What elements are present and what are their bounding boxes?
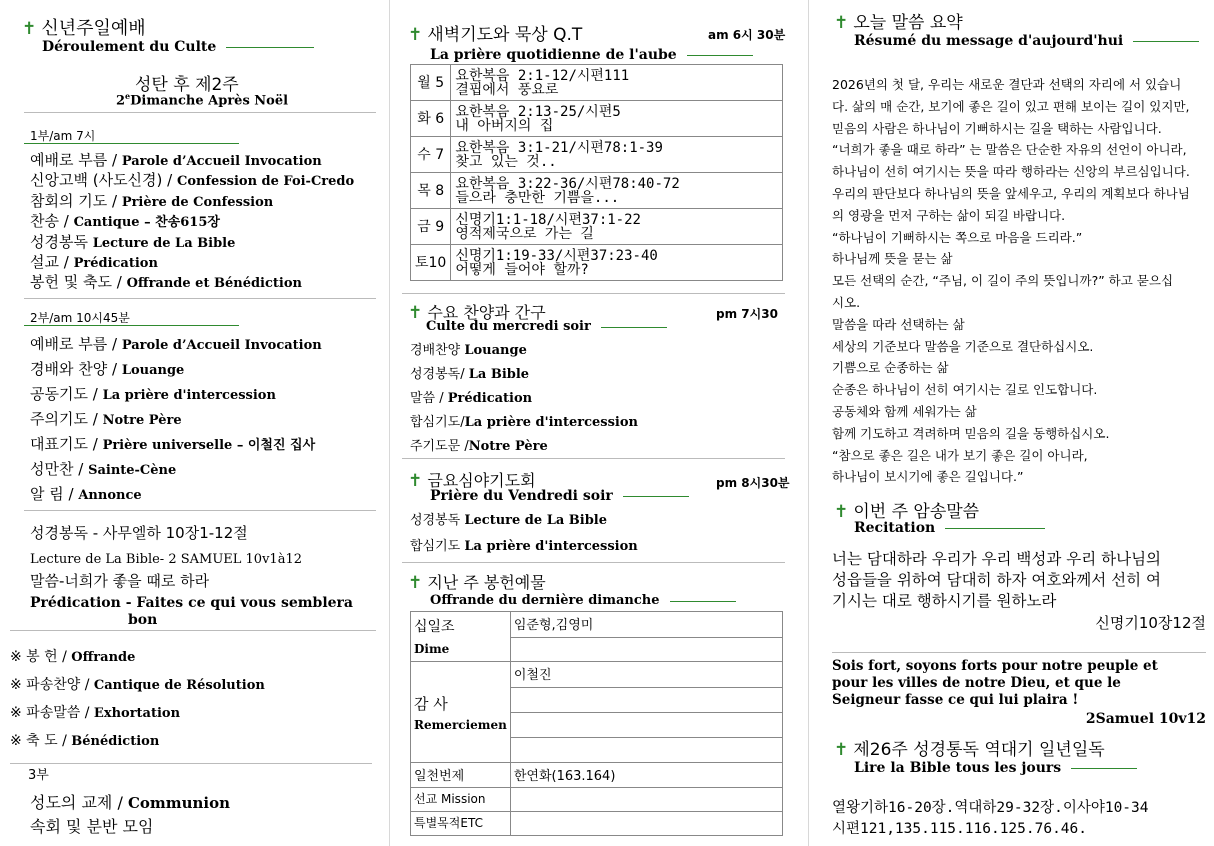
summary-line: 하나님께 뜻을 묻는 삶 — [832, 251, 953, 267]
item-label-ko: ※ 파송찬양 / — [10, 677, 94, 693]
list-item — [30, 408, 182, 429]
table-cell — [510, 688, 782, 713]
title-underline — [226, 46, 314, 48]
qt-day: 월 5 — [411, 65, 451, 101]
qt-reading — [451, 173, 783, 209]
list-item — [10, 646, 135, 666]
scripture-reading-fr: Lecture de La Bible- 2 SAMUEL 10v1à12 — [30, 552, 302, 567]
item-label-fr: La Bible — [468, 367, 530, 382]
item-label-fr: Sainte-Cène — [88, 463, 177, 478]
list-item — [410, 535, 638, 554]
recitation-line: 너는 담대하라 우리가 우리 백성과 우리 하나님의 — [832, 550, 1162, 568]
tithe-label: 십일조 Dime — [411, 612, 511, 662]
recitation-line: 기시는 대로 행하시기를 원하노라 — [832, 592, 1057, 610]
item-label-ko: ※ 축 도 / — [10, 733, 72, 749]
list-item — [30, 210, 220, 231]
service-subtitle: Déroulement du Culte — [42, 39, 314, 55]
summary-line: 우리의 판단보다 하나님의 뜻을 앞세우고, 우리의 계획보다 하나님 — [832, 185, 1190, 201]
summary-title: ✝ 오늘 말씀 요약 — [834, 13, 963, 33]
friday-time: pm 8시30분 — [716, 476, 790, 490]
item-label-fr: Offrande et Bénédiction — [126, 276, 302, 292]
divider — [402, 458, 785, 459]
list-item — [30, 433, 315, 454]
qt-passage: 요한복음 2:1-12/시편111 — [455, 67, 630, 84]
cross-icon: ✝ — [834, 502, 849, 522]
qt-theme: 들으라 충만한 기쁨을... — [455, 189, 620, 206]
item-label-ko: 경배와 찬양 / — [30, 360, 122, 378]
title-underline — [687, 54, 753, 56]
item-label-ko: 성만찬 / — [30, 460, 89, 478]
summary-line: 다. 삶의 매 순간, 보기에 좋은 길이 있고 편해 보이는 길이 있지만, — [832, 98, 1190, 114]
qt-day: 화 6 — [411, 101, 451, 137]
qt-passage: 신명기1:1-18/시편37:1-22 — [455, 211, 641, 228]
item-label-fr: Louange — [464, 343, 527, 358]
list-item — [30, 358, 184, 379]
table-cell — [510, 638, 782, 662]
title-underline — [601, 326, 667, 328]
summary-line: 공동체와 함께 세워가는 삶 — [832, 403, 977, 419]
special-label: 특별목적ETC — [411, 812, 511, 836]
summary-line: 순종은 하나님이 선히 여기시는 길로 인도합니다. — [832, 382, 1098, 398]
item-label-ko: 말씀 / — [410, 391, 448, 406]
title-underline — [1133, 40, 1199, 42]
item-label-fr: Cantique – 찬송615장 — [73, 215, 220, 231]
divider — [832, 652, 1206, 653]
item-label-ko: ※ 봉 헌 / — [10, 649, 72, 665]
qt-passage: 요한복음 2:13-25/시편5 — [455, 103, 621, 120]
qt-passage: 신명기1:19-33/시편37:23-40 — [455, 247, 658, 264]
item-label-fr: Exhortation — [93, 706, 181, 721]
item-label-fr: Parole d’Accueil Invocation — [121, 154, 322, 169]
cross-icon: ✝ — [408, 471, 423, 491]
item-label-ko: 예배로 부름 / — [30, 335, 122, 353]
divider — [402, 562, 785, 563]
item-label-ko: 성경봉독 — [410, 513, 465, 528]
cross-icon: ✝ — [408, 303, 423, 323]
list-item — [10, 730, 159, 750]
divider — [24, 510, 376, 511]
sunday-title: 성탄 후 제2주 — [135, 75, 239, 95]
recitation-title: ✝ 이번 주 암송말씀 — [834, 502, 980, 522]
recitation-french — [832, 658, 1206, 709]
item-label-fr: Lecture de La Bible — [464, 513, 608, 528]
summary-line: 믿음의 사람은 하나님이 기뻐하시는 길을 택하는 사람입니다. — [832, 120, 1162, 136]
table-cell — [510, 713, 782, 738]
divider — [10, 763, 372, 764]
qt-reading — [451, 209, 783, 245]
item-label-fr: Prédication — [73, 256, 158, 271]
offering-table — [410, 611, 783, 836]
item-label-fr: Prière de Confession — [121, 194, 274, 210]
list-item — [30, 271, 302, 292]
list-item — [410, 363, 529, 382]
table-row — [411, 101, 783, 137]
sermon-title: 말씀-너희가 좋을 때로 하라 — [30, 572, 210, 590]
table-row — [411, 173, 783, 209]
item-label-ko: 찬송 / — [30, 212, 74, 231]
service2-header: 2부/am 10시45분 — [30, 311, 130, 325]
bible-reading-line2: 시편121,135.115.116.125.76.46. — [832, 821, 1087, 837]
qt-reading — [451, 101, 783, 137]
list-item — [30, 333, 322, 354]
summary-subtitle: Résumé du message d'aujourd'hui — [854, 33, 1199, 49]
item-label-ko: 경배찬양 — [410, 343, 465, 358]
summary-line: 말씀을 따라 선택하는 삶 — [832, 316, 965, 332]
sermon-title-fr-cont: bon — [128, 612, 158, 628]
list-item — [30, 190, 273, 211]
item-label-ko: 참회의 기도 / — [30, 191, 122, 210]
wednesday-time: pm 7시30 — [716, 307, 778, 321]
item-label-fr: Cantique de Résolution — [93, 678, 265, 693]
item-label-ko: 설교 / — [30, 253, 74, 271]
list-item — [10, 674, 265, 694]
item-label-ko: ※ 파송말씀 / — [10, 705, 94, 721]
item-label-ko: 공동기도 / — [30, 385, 103, 403]
qt-theme: 어떻게 들어야 할까? — [455, 261, 589, 278]
recitation-line: 성읍들을 위하여 담대히 하자 여호와께서 선히 여 — [832, 571, 1162, 589]
list-item — [30, 251, 158, 272]
ilcheon-label: 일천번제 — [411, 763, 511, 788]
list-item — [30, 149, 322, 170]
qt-subtitle: La prière quotidienne de l'aube — [430, 47, 753, 63]
table-row — [411, 137, 783, 173]
summary-line: “참으로 좋은 길은 내가 보기 좋은 길이 아니라, — [832, 447, 1088, 463]
weekly-schedule-column — [390, 0, 808, 846]
list-item — [410, 339, 527, 358]
divider — [24, 112, 376, 113]
table-cell — [510, 788, 782, 812]
title-underline — [1071, 767, 1137, 769]
qt-title: ✝ 새벽기도와 묵상 Q.T — [408, 25, 583, 45]
recitation-line-fr: Seigneur fasse ce qui lui plaira ! — [832, 692, 1079, 708]
summary-line: “하나님이 기뻐하시는 쪽으로 마음을 드리라.” — [832, 229, 1083, 245]
item-label-ko: 봉헌 및 축도 / — [30, 273, 127, 292]
item-label-ko: 신앙고백 (사도신경) / — [30, 171, 177, 190]
mission-label: 선교 Mission — [411, 788, 511, 812]
title-underline — [945, 527, 1045, 529]
table-row — [411, 245, 783, 281]
table-row — [411, 209, 783, 245]
list-item — [410, 411, 638, 430]
list-item — [30, 483, 142, 504]
recitation-french-ref: 2Samuel 10v12 — [1085, 711, 1206, 727]
table-cell — [510, 738, 782, 763]
list-item — [30, 169, 354, 190]
thanks-names: 이철진 — [510, 662, 782, 688]
sunday-subtitle: 2eDimanche Après Noël — [116, 91, 289, 109]
item-label-ko: 알 림 / — [30, 485, 79, 503]
cross-icon: ✝ — [408, 25, 423, 45]
summary-line: 하나님이 선히 여기시는 뜻을 따라 행하라는 신앙의 부르심입니다. — [832, 164, 1190, 180]
item-label-fr: Confession de Foi-Credo — [176, 174, 355, 190]
table-cell — [510, 812, 782, 836]
offering-title: ✝ 지난 주 봉헌예물 — [408, 573, 546, 593]
item-label-fr: Prière universelle – 이철진 집사 — [102, 438, 316, 453]
sermon-title-fr: Prédication - Faites ce qui vous semblera — [30, 595, 354, 611]
service3-header: 3부 — [28, 768, 49, 783]
list-item — [30, 458, 176, 479]
qt-reading — [451, 245, 783, 281]
wednesday-title: ✝ 수요 찬양과 간구 — [408, 303, 546, 323]
divider — [10, 630, 376, 631]
qt-day: 토10 — [411, 245, 451, 281]
item-label-fr: Parole d’Accueil Invocation — [121, 338, 322, 353]
recitation-korean — [832, 549, 1161, 612]
qt-passage: 요한복음 3:22-36/시편78:40-72 — [455, 175, 680, 192]
bible-reading-line1: 열왕기하16-20장.역대하29-32장.이사야10-34 — [832, 800, 1149, 816]
summary-line: 시오. — [832, 294, 861, 310]
list-item — [30, 383, 276, 404]
qt-day: 목 8 — [411, 173, 451, 209]
item-label-fr: La prière d'intercession — [464, 539, 638, 554]
summary-line: 모든 선택의 순간, “주님, 이 길이 주의 뜻입니까?” 하고 묻으십 — [832, 273, 1174, 289]
divider — [402, 293, 785, 294]
summary-line: 기쁨으로 순종하는 삶 — [832, 360, 949, 376]
qt-day: 금 9 — [411, 209, 451, 245]
summary-text — [832, 74, 1190, 488]
item-label-ko: 주의기도 / — [30, 410, 103, 428]
bible-reading-title: ✝ 제26주 성경통독 역대기 일년일독 — [834, 740, 1105, 760]
qt-reading — [451, 65, 783, 101]
title-underline — [670, 600, 736, 602]
list-item — [30, 231, 235, 252]
summary-line: 의 영광을 먼저 구하는 삶이 되길 바랍니다. — [832, 207, 1066, 223]
item-label-fr: Offrande — [71, 650, 136, 665]
ilcheon-names: 한연화(163.164) — [510, 763, 782, 788]
friday-subtitle: Prière du Vendredi soir — [430, 488, 689, 504]
friday-title: ✝ 금요심야기도회 — [408, 471, 536, 491]
recitation-korean-ref: 신명기10장12절 — [1095, 614, 1206, 632]
recitation-line-fr: Sois fort, soyons forts pour notre peuple et — [832, 658, 1158, 674]
divider — [24, 143, 239, 144]
item-label-fr: La prière d'intercession — [102, 388, 276, 403]
qt-theme: 내 아버지의 집 — [455, 117, 554, 134]
message-column — [808, 0, 1214, 846]
service3-groups: 속회 및 분반 모임 — [30, 817, 154, 836]
item-label-ko: 성경봉독 — [30, 232, 93, 251]
summary-line: 하나님이 보시기에 좋은 길입니다.” — [832, 469, 1024, 485]
item-label-fr: Louange — [121, 363, 185, 378]
list-item — [410, 509, 607, 528]
item-label-fr: Bénédiction — [71, 734, 160, 749]
item-label-ko: 합심기도 — [410, 539, 465, 554]
cross-icon: ✝ — [22, 19, 37, 39]
order-of-service-column — [0, 0, 390, 846]
bible-reading-subtitle: Lire la Bible tous les jours — [854, 760, 1137, 776]
scripture-reading: 성경봉독 - 사무엘하 10장1-12절 — [30, 524, 248, 542]
divider — [24, 298, 376, 299]
service-title: ✝ 신년주일예배 — [22, 18, 146, 39]
cross-icon: ✝ — [408, 573, 423, 593]
item-label-fr: Prédication — [447, 391, 533, 406]
summary-line: 세상의 기준보다 말씀을 기준으로 결단하십시오. — [832, 338, 1094, 354]
item-label-ko: 합심기도/ — [410, 415, 465, 430]
qt-theme: 찾고 있는 것.. — [455, 153, 557, 170]
qt-day: 수 7 — [411, 137, 451, 173]
service3-communion: 성도의 교제 / Communion — [30, 793, 231, 812]
qt-theme: 영적제국으로 가는 길 — [455, 225, 594, 242]
qt-theme: 결핍에서 풍요로 — [455, 81, 559, 98]
list-item — [410, 435, 548, 454]
item-label-ko: 주기도문 / — [410, 439, 469, 454]
item-label-fr: La prière d'intercession — [464, 415, 638, 430]
list-item — [10, 702, 180, 722]
offering-subtitle: Offrande du dernière dimanche — [430, 593, 736, 608]
item-label-ko: 예배로 부름 / — [30, 151, 122, 169]
item-label-ko: 대표기도 / — [30, 435, 103, 453]
summary-line: 함께 기도하고 격려하며 믿음의 길을 동행하십시오. — [832, 425, 1110, 441]
item-label-fr: Annonce — [78, 488, 142, 503]
title-underline — [623, 495, 689, 497]
cross-icon: ✝ — [834, 740, 849, 760]
qt-passage: 요한복음 3:1-21/시편78:1-39 — [455, 139, 663, 156]
list-item — [410, 387, 532, 406]
summary-line: 2026년의 첫 달, 우리는 새로운 결단과 선택의 자리에 서 있습니 — [832, 77, 1182, 92]
summary-line: “너희가 좋을 때로 하라” 는 말씀은 단순한 자유의 선언이 아니라, — [832, 142, 1187, 158]
qt-table — [410, 64, 783, 281]
divider — [24, 325, 239, 326]
tithe-names: 임준형,김영미 — [510, 612, 782, 638]
item-label-fr: Lecture de La Bible — [92, 235, 236, 251]
service1-header: 1부/am 7시 — [30, 129, 96, 143]
wednesday-subtitle: Culte du mercredi soir — [426, 319, 667, 334]
table-row — [411, 65, 783, 101]
recitation-subtitle: Recitation — [854, 520, 1045, 536]
thanks-label: 감 사 Remerciemen — [411, 662, 511, 763]
recitation-line-fr: pour les villes de notre Dieu, et que le — [832, 675, 1121, 691]
item-label-fr: Notre Père — [468, 439, 548, 454]
cross-icon: ✝ — [834, 13, 849, 33]
qt-reading — [451, 137, 783, 173]
qt-time: am 6시 30분 — [708, 28, 786, 42]
item-label-fr: Notre Père — [102, 413, 182, 428]
item-label-ko: 성경봉독/ — [410, 367, 469, 382]
